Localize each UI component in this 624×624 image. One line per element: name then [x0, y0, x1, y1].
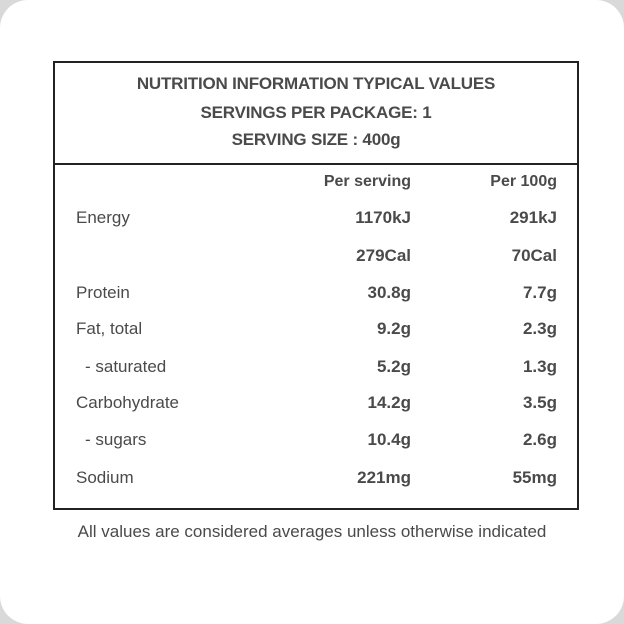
- footnote: All values are considered averages unless otherwise indicated: [77, 522, 547, 541]
- per-serving-value: 1170kJ: [355, 208, 411, 227]
- per-100g-value: 1.3g: [522, 357, 557, 376]
- nutrition-panel: [53, 61, 579, 510]
- per-serving-value: 5.2g: [376, 357, 411, 376]
- nutrient-label: Fat, total: [76, 319, 143, 338]
- column-header-per-serving: Per serving: [323, 173, 411, 190]
- per-serving-value: 9.2g: [376, 319, 411, 338]
- nutrient-row-saturated: [55, 357, 577, 379]
- per-serving-value: 10.4g: [367, 430, 411, 449]
- per-serving-value: 14.2g: [367, 393, 411, 412]
- serving-size: SERVING SIZE : 400g: [231, 130, 401, 149]
- nutrient-row-fat-total: [55, 319, 577, 341]
- nutrient-label: Carbohydrate: [76, 393, 180, 412]
- per-100g-value: 291kJ: [509, 208, 557, 227]
- nutrient-row-sugars: [55, 430, 577, 452]
- per-serving-value: 30.8g: [367, 283, 411, 302]
- nutrient-label: - sugars: [85, 430, 147, 449]
- per-100g-value: 55mg: [512, 468, 557, 487]
- per-100g-value: 3.5g: [522, 393, 557, 412]
- per-serving-value: 221mg: [357, 468, 411, 487]
- per-serving-value: 279Cal: [356, 246, 411, 265]
- nutrient-label: - saturated: [85, 357, 167, 376]
- header-title: NUTRITION INFORMATION TYPICAL VALUES: [136, 74, 496, 93]
- nutrient-row-carbohydrate: [55, 393, 577, 415]
- nutrient-label: Energy: [76, 208, 130, 227]
- per-100g-value: 7.7g: [522, 283, 557, 302]
- nutrition-header: [55, 63, 577, 165]
- per-100g-value: 2.6g: [522, 430, 557, 449]
- nutrient-row-protein: [55, 283, 577, 305]
- per-100g-value: 2.3g: [522, 319, 557, 338]
- servings-per-package: SERVINGS PER PACKAGE: 1: [200, 103, 432, 122]
- nutrient-label: Protein: [76, 283, 130, 302]
- nutrient-label: Sodium: [76, 468, 134, 487]
- per-100g-value: 70Cal: [511, 246, 557, 265]
- column-header-per-100g: Per 100g: [490, 173, 557, 190]
- nutrient-row-energy: [55, 208, 577, 230]
- nutrient-row-sodium: [55, 468, 577, 490]
- nutrient-row-energy-cal: [55, 246, 577, 268]
